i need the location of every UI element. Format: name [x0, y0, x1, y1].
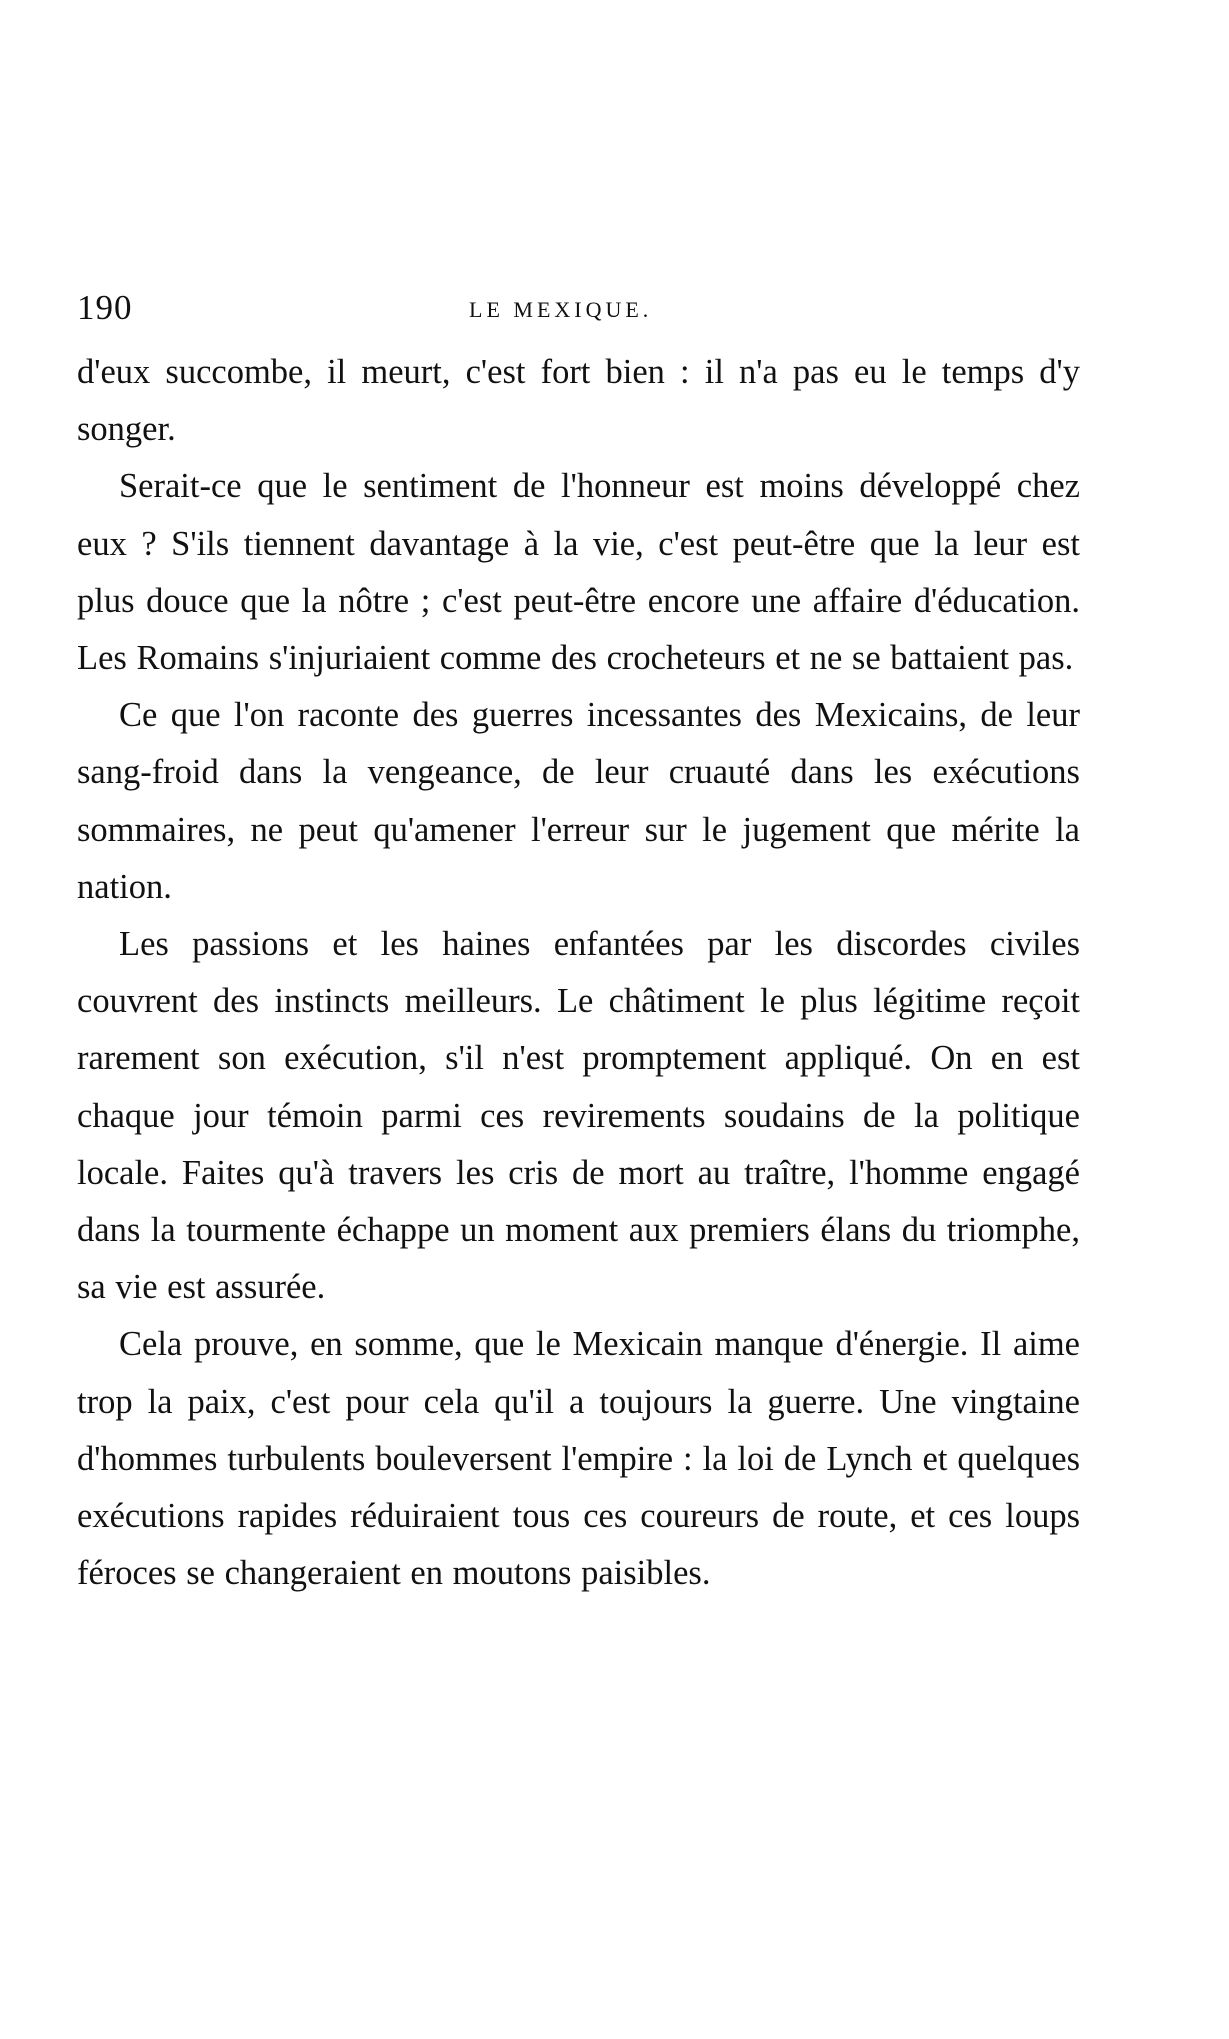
paragraph-passions: Les passions et les haines enfantées par les discordes civiles couvrent des instincts meilleurs. Le châtiment le plus légitime reçoit rarement son exécution, s'il n'est promptement appliqué. On en est chaque jour témoin parmi ces revirements soudains de la politique locale. Faites qu'à travers les cris de mort au traître, l'homme engagé dans la tourmente échappe un moment aux premiers élans du triomphe, sa vie est assurée.	[77, 925, 1080, 1307]
paragraph-honneur: Serait-ce que le sentiment de l'honneur est moins développé chez eux ? S'ils tiennent davantage à la vie, c'est peut-être que la leur est plus douce que la nôtre ; c'est peut-être encore une affaire d'éducation. Les Romains s'injuriaient comme des crocheteurs et ne se battaient pas.	[77, 467, 1080, 678]
running-title: LE MEXIQUE.	[469, 297, 653, 322]
running-head	[77, 288, 1080, 328]
page-number: 190	[77, 288, 133, 327]
body-text	[77, 344, 1080, 1602]
paragraph-guerres: Ce que l'on raconte des guerres incessantes des Mexicains, de leur sang-froid dans la vengeance, de leur cruauté dans les exécutions sommaires, ne peut qu'amener l'erreur sur le jugement que mérite la nation.	[77, 696, 1080, 906]
paragraph-energie: Cela prouve, en somme, que le Mexicain manque d'énergie. Il aime trop la paix, c'est pour cela qu'il a toujours la guerre. Une vingtaine d'hommes turbulents bouleversent l'empire : la loi de Lynch et quelques exécutions rapides réduiraient tous ces coureurs de route, et ces loups féroces se changeraient en moutons paisibles.	[77, 1325, 1080, 1593]
paragraph-continuation: d'eux succombe, il meurt, c'est fort bien : il n'a pas eu le temps d'y songer.	[77, 353, 1080, 449]
